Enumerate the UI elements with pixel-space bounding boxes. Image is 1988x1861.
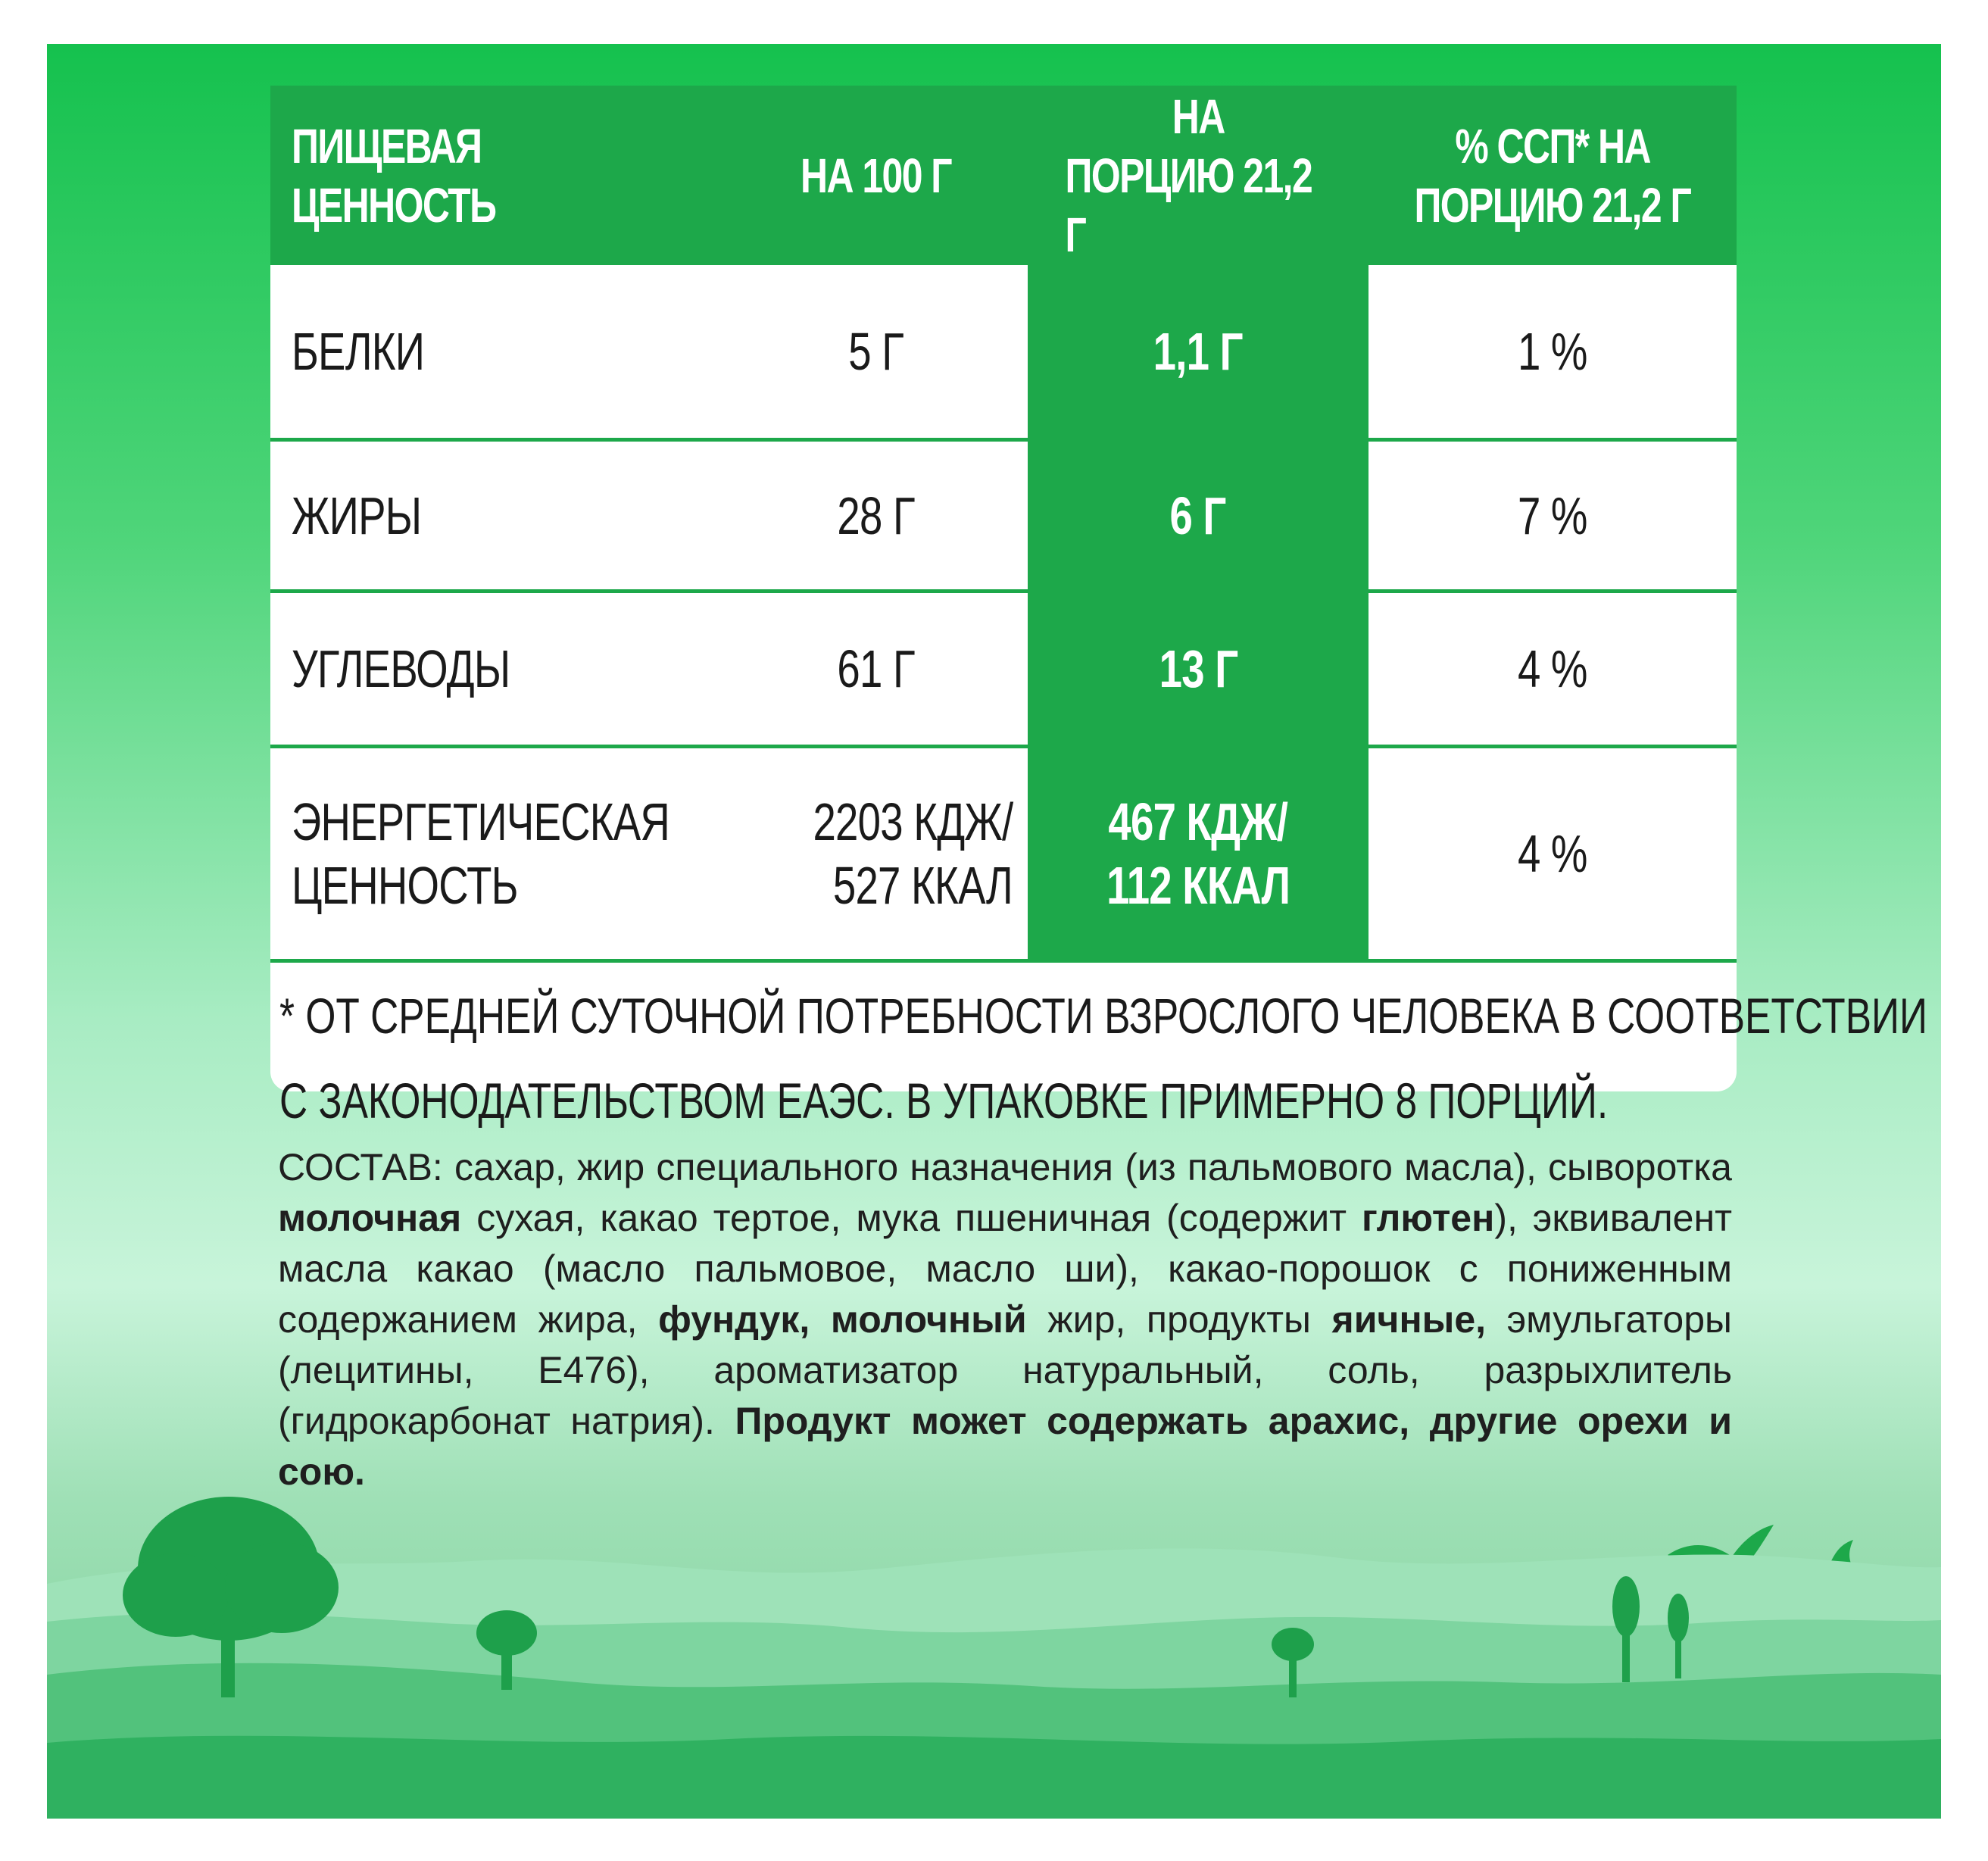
nutrition-table bbox=[270, 86, 1928, 1129]
header-per-portion: НА ПОРЦИЮ 21,2 Г bbox=[1065, 89, 1312, 262]
energy-rdi: 4 % bbox=[1518, 824, 1587, 883]
row-label-energy: ЭНЕРГЕТИЧЕСКАЯ ЦЕННОСТЬ bbox=[292, 792, 670, 915]
energy-per-portion: 467 КДЖ/ 112 ККАЛ bbox=[1106, 792, 1290, 915]
carbs-rdi: 4 % bbox=[1518, 639, 1587, 698]
header-per-100g: НА 100 Г bbox=[801, 148, 952, 203]
protein-per-portion: 1,1 Г bbox=[1153, 322, 1244, 381]
allergen-eggs: яичные, bbox=[1331, 1298, 1487, 1341]
composition-text: СОСТАВ: сахар, жир специального назначения (из пальмового масла), сыворотка молочная сухая, какао тертое, мука пшеничная (содержит глютен), эквивалент масла какао (масло пальмовое, масло ши), какао-порошок с пониженным содержанием жира, фундук, молочный жир, продукты яичные, эмульгаторы (лецитины, Е476), ароматизатор натуральный, соль, разрыхлитель (гидрокарбонат натрия). Продукт может содержать арахис, другие орехи и сою. bbox=[278, 1146, 1732, 1493]
landscape-illustration bbox=[47, 1425, 1941, 1819]
fat-per-100g: 28 Г bbox=[837, 486, 916, 545]
allergen-nuts-milk: фундук, молочный bbox=[658, 1298, 1027, 1341]
allergen-warning: Продукт может содержать арахис, другие орехи и сою. bbox=[278, 1400, 1732, 1493]
energy-per-100g: 2203 КДЖ/ 527 ККАЛ bbox=[813, 792, 1013, 915]
header-rdi-portion: % ССП* НА ПОРЦИЮ 21,2 Г bbox=[1414, 118, 1691, 233]
header-nutrition-value: ПИЩЕВАЯ ЦЕННОСТЬ bbox=[292, 118, 496, 233]
carbs-per-100g: 61 Г bbox=[837, 639, 916, 698]
fat-per-portion: 6 Г bbox=[1169, 486, 1227, 545]
row-label-carbs: УГЛЕВОДЫ bbox=[292, 639, 510, 698]
background-panel bbox=[47, 44, 1941, 1819]
row-divider bbox=[270, 959, 1737, 963]
fat-rdi: 7 % bbox=[1518, 486, 1587, 545]
protein-per-100g: 5 Г bbox=[848, 322, 904, 381]
carbs-per-portion: 13 Г bbox=[1159, 639, 1237, 698]
row-label-fat: ЖИРЫ bbox=[292, 486, 422, 545]
row-label-protein: БЕЛКИ bbox=[292, 322, 425, 381]
allergen-gluten: глютен bbox=[1362, 1197, 1495, 1239]
allergen-milk: молочная bbox=[278, 1197, 462, 1239]
footnote: * ОТ СРЕДНЕЙ СУТОЧНОЙ ПОТРЕБНОСТИ ВЗРОСЛОГО ЧЕЛОВЕКА В СООТВЕТСТВИИ С ЗАКОНОДАТЕЛЬСТВОМ ЕАЭС. В УПАКОВКЕ ПРИМЕРНО 8 ПОРЦИЙ. bbox=[279, 988, 1928, 1129]
protein-rdi: 1 % bbox=[1518, 322, 1587, 381]
